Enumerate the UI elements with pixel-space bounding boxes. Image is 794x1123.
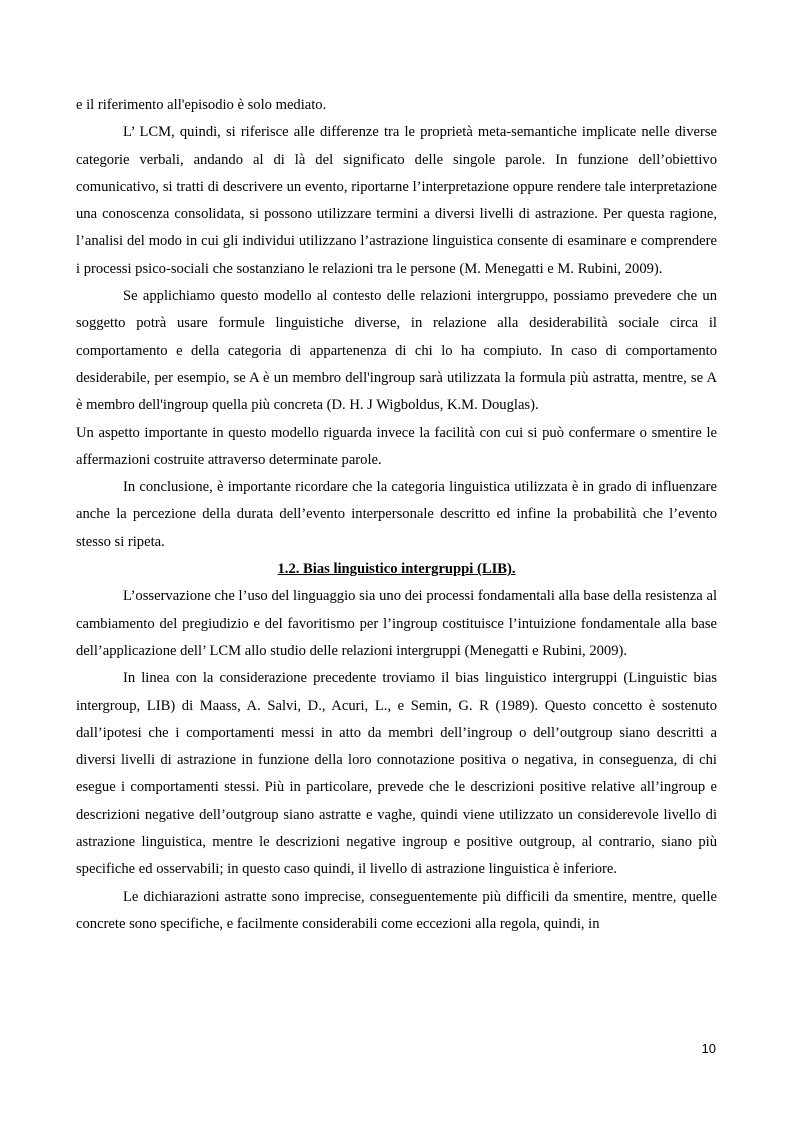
section-heading: 1.2. Bias linguistico intergruppi (LIB).: [277, 561, 516, 578]
paragraph-abstract-statements: Le dichiarazioni astratte sono imprecise, conseguentemente più difficili da smentire, mentre, quelle concrete sono specifiche, e facilmente considerabili come eccezioni alla regola, quindi, in: [76, 888, 717, 932]
page-number: 10: [701, 1041, 716, 1056]
paragraph-model-aspect: Un aspetto importante in questo modello riguarda invece la facilità con cui si può confermare o smentire le affermazioni costruite attraverso determinate parole.: [76, 424, 717, 468]
paragraph-lib-description: In linea con la considerazione precedente troviamo il bias linguistico intergruppi (Linguistic bias intergroup, LIB) di Maass, A. Salvi, D., Acuri, L., e Semin, G. R (1989). Questo concetto è sostenuto dall’ipotesi che i comportamenti messi in atto da membri dell’ingroup o dell’outgroup siano descritti a diversi livelli di astrazione in funzione della loro connotazione positiva o negativa, in conseguenza, di chi esegue i comportamenti stessi. Più in particolare, prevede che le descrizioni positive relative all’ingroup e descrizioni negative dell’outgroup siano astratte e vaghe, quindi viene utilizzato un considerevole livello di astrazione linguistica, mentre le descrizioni negative ingroup e positive outgroup, al contrario, siano più specifiche ed osservabili; in questo caso quindi, il livello di astrazione linguistica è inferiore.: [76, 670, 717, 878]
paragraph-lcm-definition: L’ LCM, quindi, si riferisce alle differenze tra le proprietà meta-semantiche implicate nelle diverse categorie verbali, andando al di là del significato delle singole parole. In funzione dell’obiettivo comunicativo, si tratti di descrivere un evento, riportarne l’interpretazione oppure rendere tale interpretazione una conoscenza consolidata, si possono utilizzare termini a diversi livelli di astrazione. Per questa ragione, l’analisi del modo in cui gli individui utilizzano l’astrazione linguistica consente di esaminare e comprendere i processi psico-sociali che sostanziano le relazioni tra le persone (M. Menegatti e M. Rubini, 2009).: [76, 124, 717, 277]
document-page: [76, 92, 717, 938]
paragraph-conclusion: In conclusione, è importante ricordare che la categoria linguistica utilizzata è in grado di influenzare anche la percezione della durata dell’evento interpersonale descritto ed infine la probabilità che l’evento stesso si ripeta.: [76, 479, 717, 550]
paragraph-continuation: e il riferimento all'episodio è solo mediato.: [76, 97, 327, 113]
paragraph-intergroup-model: Se applichiamo questo modello al contesto delle relazioni intergruppo, possiamo prevedere che un soggetto potrà usare formule linguistiche diverse, in relazione alla desiderabilità sociale circa il comportamento e della categoria di appartenenza di chi lo ha compiuto. In caso di comportamento desiderabile, per esempio, se A è un membro dell'ingroup sarà utilizzata la formula più astratta, mentre, se A è membro dell'ingroup quella più concreta (D. H. J Wigboldus, K.M. Douglas).: [76, 288, 717, 414]
paragraph-lib-intro: L’osservazione che l’uso del linguaggio sia uno dei processi fondamentali alla base della resistenza al cambiamento del pregiudizio e del favoritismo per l’ingroup costituisce l’intuizione fondamentale alla base dell’applicazione dell’ LCM allo studio delle relazioni intergruppi (Menegatti e Rubini, 2009).: [76, 588, 717, 659]
